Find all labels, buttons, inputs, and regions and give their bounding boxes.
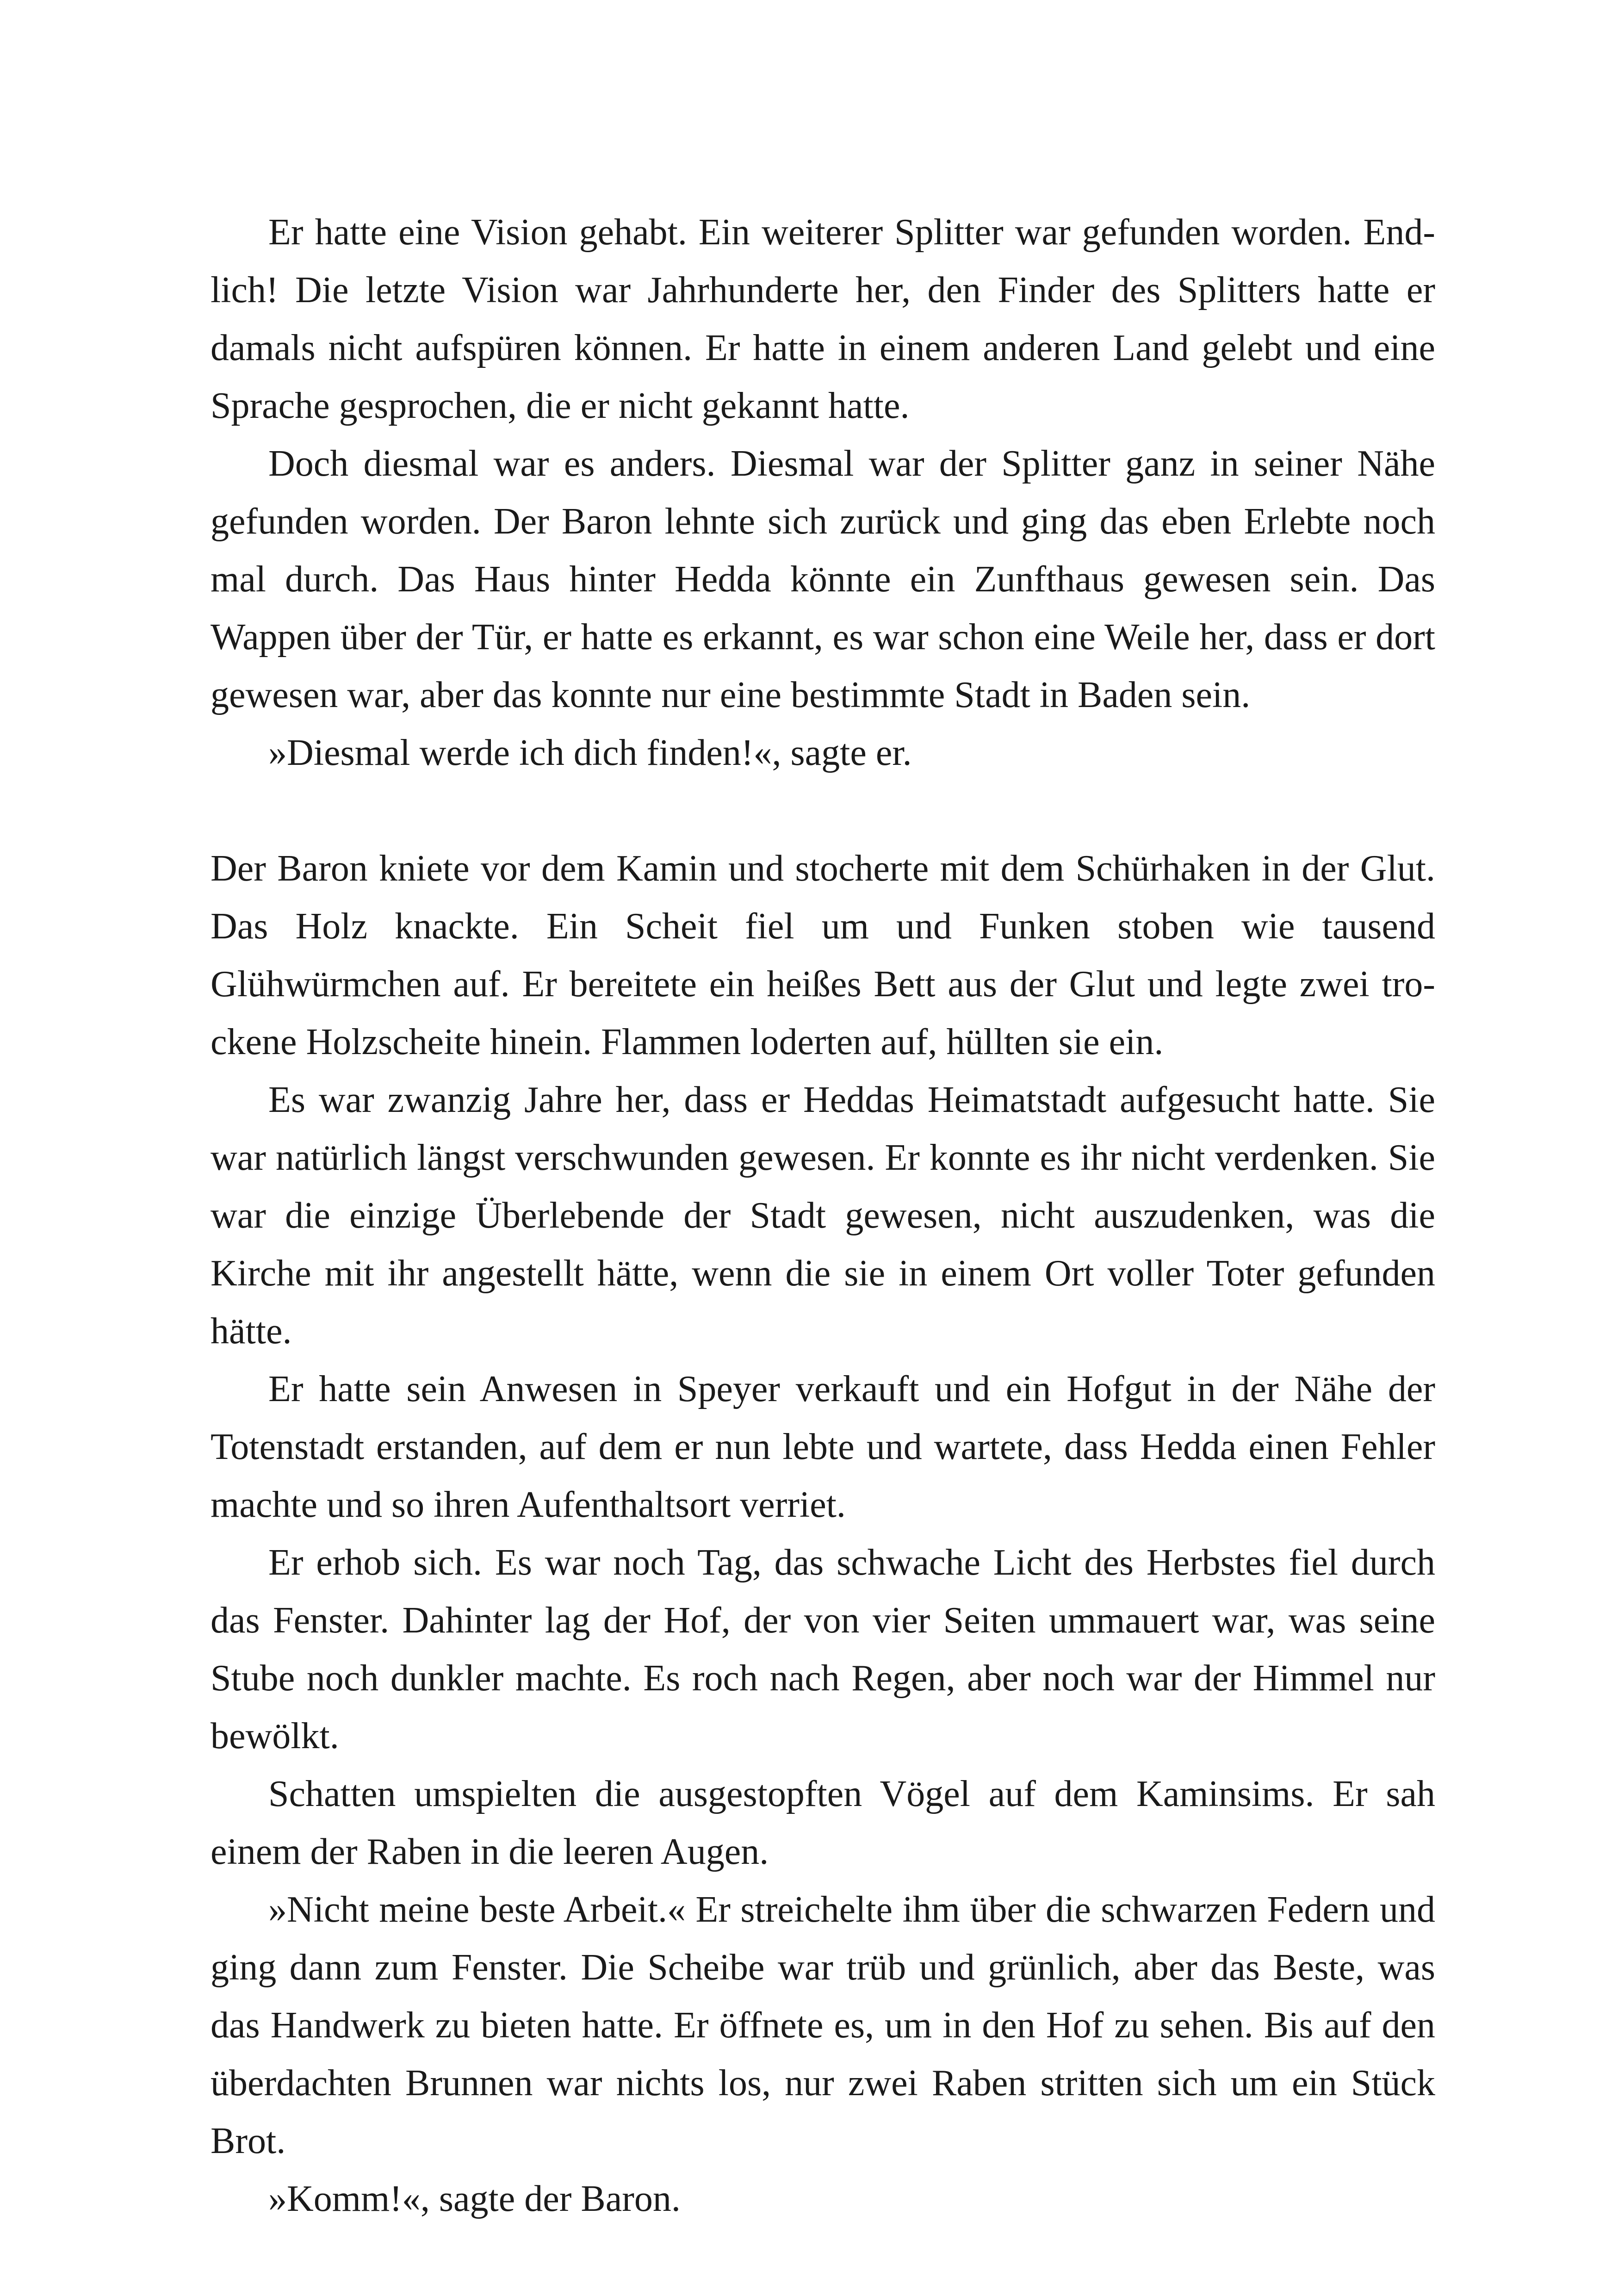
paragraph-window: »Nicht meine beste Arbeit.« Er streichelte ihm über die schwarzen Federn und ging dann zum Fenster. Die Scheibe war trüb und grünlich, aber das Beste, was das Handwerk zu bieten hatte. Er öffnete es, um in den Hof zu sehen. Bis auf den überdachten Brunnen war nichts los, nur zwei Raben stritten sich um ein Stück Brot.: [211, 1889, 1435, 2161]
paragraph-vision: Er hatte eine Vision gehabt. Ein weiterer Splitter war gefunden worden. Endlich! Die letzte Vision war Jahrhunderte her, den Finder des Splitters hatte er damals nicht aufspüren können. Er hatte in einem anderen Land gelebt und eine Sprache gesprochen, die er nicht gekannt hatte.: [211, 212, 1435, 426]
paragraph-estate-speyer: Er hatte sein Anwesen in Speyer verkauft und ein Hofgut in der Nähe der Totenstadt erstanden, auf dem er nun lebte und wartete, dass Hedda einen Fehler machte und so ihren Aufenthaltsort verriet.: [211, 1369, 1435, 1525]
paragraph-different-this-time: Doch diesmal war es anders. Diesmal war der Splitter ganz in seiner Nähe gefunden worden. Der Baron lehnte sich zurück und ging das eben Erlebte noch mal durch. Das Haus hinter Hedda könnte ein Zunfthaus gewesen sein. Das Wappen über der Tür, er hatte es erkannt, es war schon eine Weile her, dass er dort gewesen war, aber das konnte nur eine bestimmte Stadt in Baden sein.: [211, 443, 1435, 715]
paragraph-twenty-years: Es war zwanzig Jahre her, dass er Heddas Heimatstadt aufgesucht hatte. Sie war natürlich längst verschwunden gewesen. Er konnte es ihr nicht verdenken. Sie war die einzige Überlebende der Stadt gewesen, nicht auszudenken, was die Kirche mit ihr angestellt hätte, wenn die sie in einem Ort voller Toter gefunden hätte.: [211, 1080, 1435, 1352]
paragraph-come: »Komm!«, sagte der Baron.: [268, 2178, 681, 2219]
book-page: [211, 204, 1435, 2228]
paragraph-fireplace: Der Baron kniete vor dem Kamin und stocherte mit dem Schürhaken in der Glut. Das Holz knackte. Ein Scheit fiel um und Funken stoben wie tausend Glühwürmchen auf. Er bereitete ein heißes Bett aus der Glut und legte zwei trockene Holzscheite hinein. Flammen loderten auf, hüllten sie ein.: [211, 848, 1435, 1062]
paragraph-autumn-light: Er erhob sich. Es war noch Tag, das schwache Licht des Herbstes fiel durch das Fenster. Dahinter lag der Hof, der von vier Seiten ummauert war, was seine Stube noch dunkler machte. Es roch nach Regen, aber noch war der Himmel nur bewölkt.: [211, 1542, 1435, 1756]
paragraph-stuffed-birds: Schatten umspielten die ausgestopften Vögel auf dem Kaminsims. Er sah einem der Raben in die leeren Augen.: [211, 1774, 1435, 1872]
paragraph-i-will-find-you: »Diesmal werde ich dich finden!«, sagte er.: [268, 732, 912, 773]
scene-break: [211, 782, 1435, 840]
